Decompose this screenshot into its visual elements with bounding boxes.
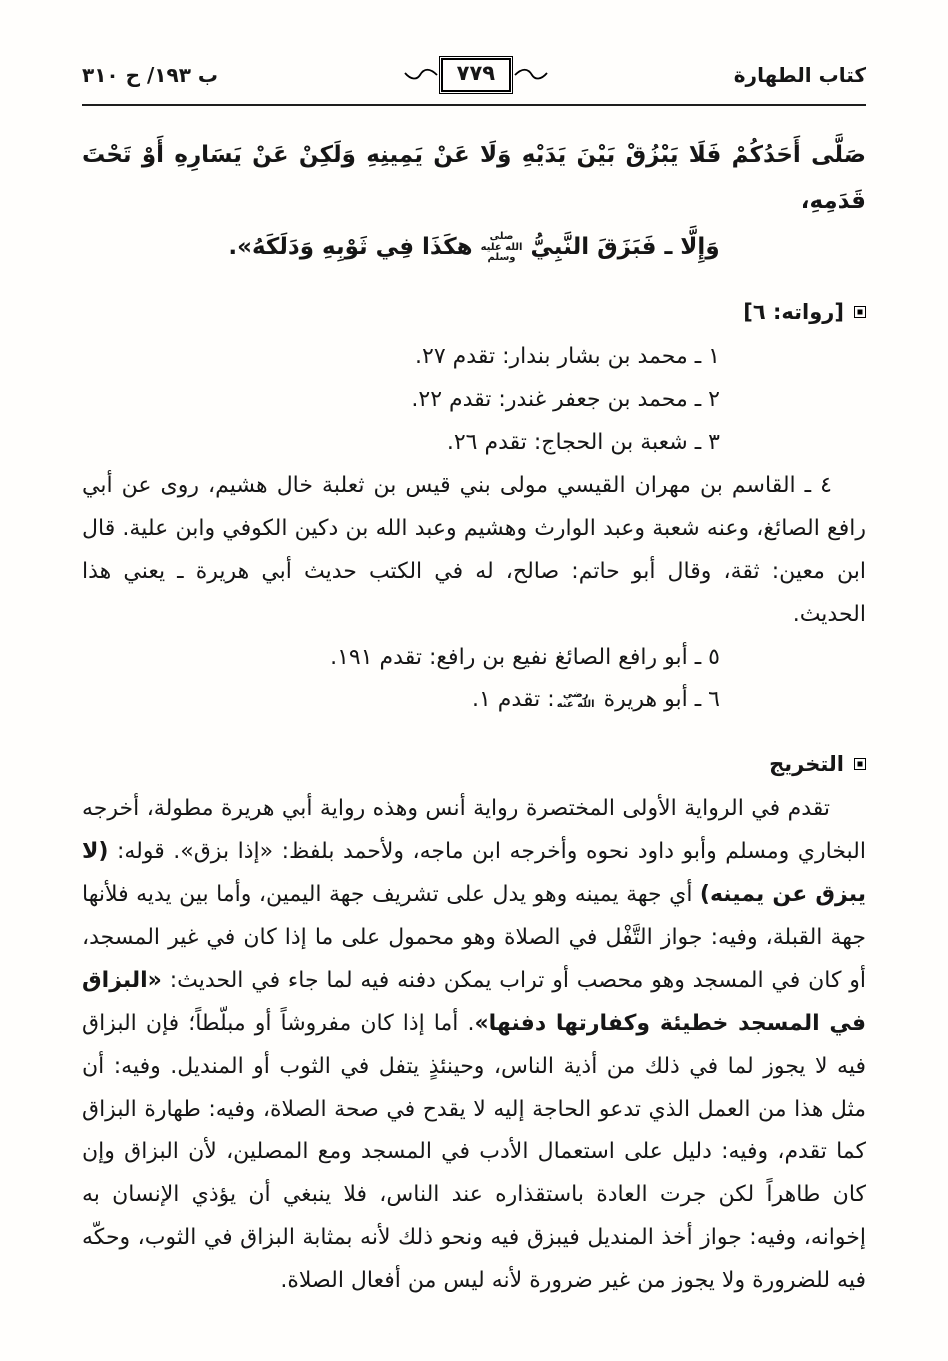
text-run: وَإِلَّا ـ فَبَزَقَ النَّبِيُّ: [522, 234, 720, 261]
section-square-icon: [854, 306, 866, 318]
hadith-line-2: [82, 224, 866, 270]
text-run: ٦ ـ أبو هريرة: [596, 687, 720, 713]
honorific-mark: رضي الله عنه: [556, 688, 595, 711]
takhrij-heading: [82, 752, 866, 776]
page-header: [82, 58, 866, 92]
text-run: . أما إذا كان مفروشاً أو مبلّطاً؛ فإن البزاق فيه لا يجوز لما في ذلك من أذية الناس، وحينئذٍ يتفل في الثوب أو المنديل. وفيه: أن مثل هذا من العمل الذي تدعو الحاجة إليه لا يقدح في صحة الصلاة، وفيه: طهارة البزاق كما تقدم، وفيه: دليل على استعمال الأدب في المسجد ومع المصلين، لأن البزاق وإن كان طاهراً لكن جرت العادة باستقذاره عند الناس، فلا ينبغي أن يؤذي الإنسان به إخوانه، وفيه: جواز أخذ المنديل فيبزق فيه ونحو ذلك لأنه بمثابة البزاق في الثوب، وحكّه فيه للضرورة ولا يجوز من غير ضرورة لأنه ليس من أفعال الصلاة.: [82, 1010, 866, 1294]
text-run: أي جهة يمينه وهو يدل على تشريف جهة اليمين، وأما بين يديه فلأنها جهة القبلة، وفيه: جواز التَّفْل في الصلاة وهو محمول على ما إذا كان في غير المسجد، أو كان في المسجد وهو محصب أو تراب يمكن دفنه فيه لما جاء في الحديث:: [82, 882, 866, 993]
narrators-heading-label: [رواته: ٦]: [743, 300, 844, 325]
hadith-section: [82, 132, 866, 270]
text-run: ١ ـ محمد بن بشار بندار: تقدم ٢٧.: [415, 344, 720, 370]
narrator-item: [82, 465, 866, 637]
text-run: : تقدم ١.: [471, 687, 555, 713]
text-run: ٥ ـ أبو رافع الصائغ نفيع بن رافع: تقدم ١٩١.: [330, 644, 720, 670]
text-run: ٣ ـ شعبة بن الحجاج: تقدم ٢٦.: [446, 430, 720, 456]
text-run: هكَذَا فِي ثَوْبِهِ وَدَلَكَهُ».: [228, 234, 481, 261]
page-number-ornament: [404, 58, 548, 92]
section-square-icon: [854, 758, 866, 770]
narrator-item: [82, 637, 866, 680]
text-run: ٤ ـ القاسم بن مهران القيسي مولى بني قيس بن ثعلبة خال هشيم، روى عن أبي رافع الصائغ، وعنه شعبة وعبد الوارث وهشيم وعبد الله بن دكين الكوفي وابن علية. قال ابن معين: ثقة، وقال أبو حاتم: صالح، له في الكتب حديث أبي هريرة ـ يعني هذا الحديث.: [82, 472, 866, 627]
takhrij-heading-label: التخريج: [769, 752, 844, 777]
flourish-icon: [514, 67, 548, 83]
narrator-item: [82, 679, 866, 722]
honorific-mark: صلى الله عليه وسلم: [480, 231, 523, 264]
text-run: ٢ ـ محمد بن جعفر غندر: تقدم ٢٢.: [411, 387, 720, 413]
flourish-icon: [404, 67, 438, 83]
page-number: ٧٧٩: [441, 58, 511, 92]
narrator-item: [82, 379, 866, 422]
header-divider: [82, 104, 866, 106]
narrators-heading: [82, 300, 866, 324]
hadith-line-1: صَلَّى أَحَدُكُمْ فَلَا يَبْزُقْ بَيْنَ يَدَيْهِ وَلَا عَنْ يَمِينِهِ وَلَكِنْ عَنْ يَسَارِهِ أَوْ تَحْتَ قَدَمِهِ،: [82, 142, 866, 215]
takhrij-section: [82, 788, 866, 1303]
narrators-list: [82, 336, 866, 722]
text-run: تقدم في الرواية الأولى المختصرة رواية أنس وهذه رواية أبي هريرة مطولة، أخرجه البخاري ومسلم وأبو داود نحوه وأخرجه ابن ماجه، ولأحمد بلفظ: «إذا بزق». قوله:: [82, 796, 866, 865]
text-run: «البزاق في المسجد خطيئة وكفارتها دفنها»: [82, 967, 866, 1036]
text-run: (لا يبزق عن يمينه): [82, 839, 866, 908]
book-title: كتاب الطهارة: [733, 63, 866, 88]
chapter-hadith-ref: ب ١٩٣/ ح ٣١٠: [82, 63, 218, 88]
narrator-item: [82, 336, 866, 379]
takhrij-paragraph: [82, 788, 866, 1303]
narrator-item: [82, 422, 866, 465]
